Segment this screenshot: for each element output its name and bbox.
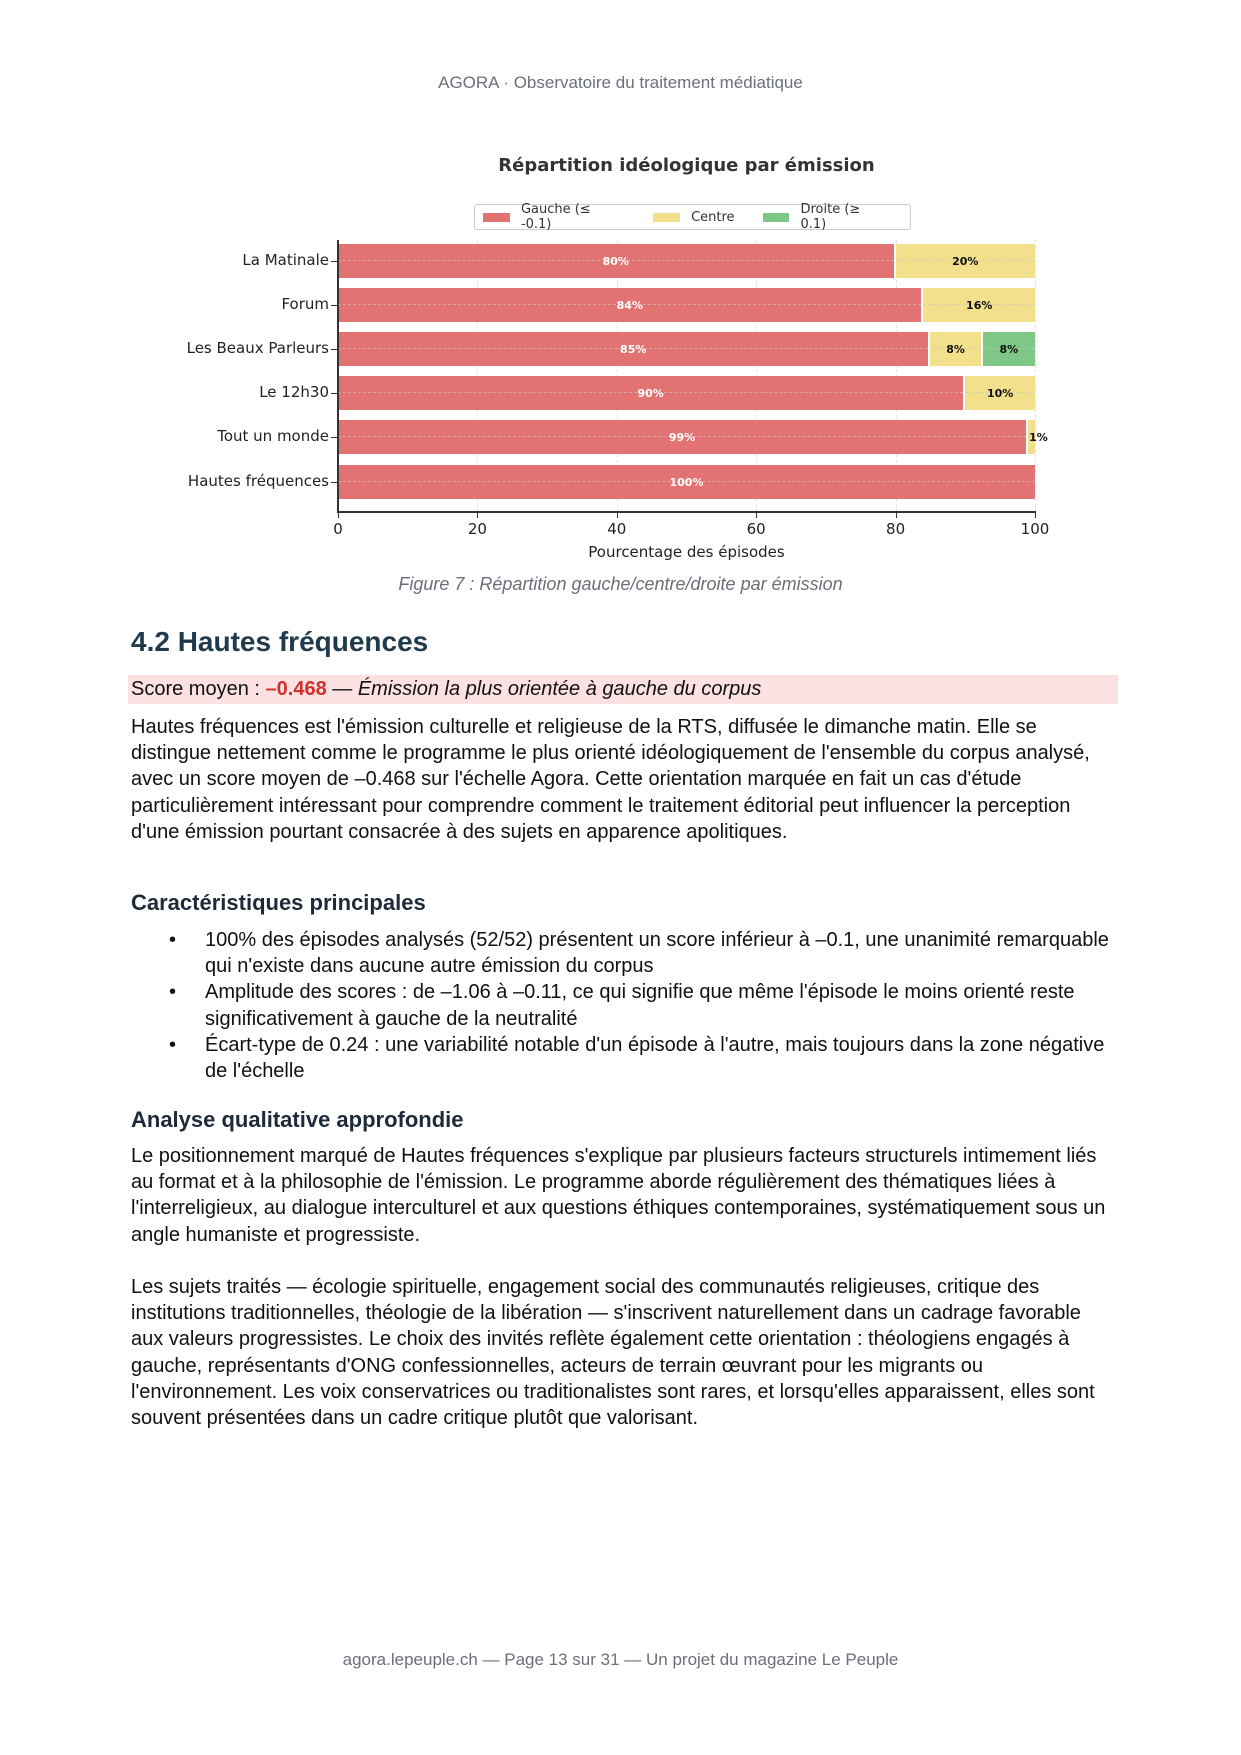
y-tick	[331, 437, 337, 438]
x-tick-label: 60	[746, 520, 766, 538]
analysis-paragraph-1: Le positionnement marqué de Hautes fréquences s'explique par plusieurs facteurs structurels intimement liés au format et à la philosophie de l'émission. Le programme aborde régulièrement des thématiques liées à l'interreligieux, au dialogue interculturel et aux questions éthiques contemporaines, systématiquement sous un angle humaniste et progressiste.	[131, 1145, 1106, 1246]
x-tick-label: 20	[467, 520, 487, 538]
bar-segment-gauche	[338, 465, 1035, 499]
page-header: AGORA · Observatoire du traitement médiatique	[438, 73, 803, 92]
legend-swatch-centre	[653, 213, 680, 222]
x-tick	[896, 512, 897, 518]
list-item-text: Écart-type de 0.24 : une variabilité notable d'un épisode à l'autre, mais toujours dans la zone négative de l'échelle	[205, 1033, 1105, 1083]
x-tick-label: 0	[333, 520, 343, 538]
bar-value-label: 84%	[616, 298, 643, 312]
analysis-paragraph-2: Les sujets traités — écologie spirituelle, engagement social des communautés religieuses, critique des institutions traditionnelles, théologie de la libération — s'inscrivent naturellement dans un cadrage favorable aux valeurs progressistes. Le choix des invités reflète également cette orientation : théologiens engagés à gauche, représentants d'ONG confessionnelles, acteurs de terrain œuvrant pour les migrants ou l'environnement. Les voix conservatrices ou traditionalistes sont rares, et lorsqu'elles apparaissent, elles sont souvent présentées dans un cadre critique plutôt que valorisant.	[131, 1276, 1095, 1430]
list-item-text: 100% des épisodes analysés (52/52) présentent un score inférieur à –0.1, une unanimité remarquable qui n'existe dans aucune autre émission du corpus	[205, 929, 1109, 978]
x-tick-label: 100	[1020, 520, 1050, 538]
bar-segment-centre	[965, 376, 1035, 410]
chart-legend	[474, 204, 911, 230]
chart-title: Répartition idéologique par émission	[498, 155, 875, 176]
legend-swatch-droite	[763, 213, 790, 222]
bar-segment-gauche	[338, 288, 923, 322]
bar-value-label: 85%	[620, 342, 647, 356]
y-tick	[331, 305, 337, 306]
bar-value-label: 20%	[952, 254, 979, 268]
bar-value-label: 1%	[1029, 430, 1048, 444]
section-title: 4.2 Hautes fréquences	[131, 626, 429, 657]
x-tick	[338, 512, 339, 518]
y-axis-line	[337, 240, 339, 512]
bar-row	[338, 376, 1035, 410]
legend-label: Droite (≥ 0.1)	[800, 202, 861, 232]
bar-segment-gauche	[338, 420, 1028, 454]
x-tick-label: 80	[886, 520, 906, 538]
bar-row	[338, 465, 1035, 499]
bar-segment-gauche	[338, 376, 965, 410]
legend-label: Centre	[691, 209, 735, 225]
legend-label: Gauche (≤ -0.1)	[520, 202, 591, 232]
bar-segment-centre	[1028, 420, 1048, 454]
bullet-icon: •	[169, 1033, 177, 1056]
characteristics-list	[131, 927, 1116, 1084]
bar-row	[338, 420, 1048, 454]
bar-value-label: 80%	[602, 254, 629, 268]
bar-row	[338, 288, 1035, 322]
legend-swatch-gauche	[483, 213, 510, 222]
y-tick-label: Forum	[281, 295, 329, 313]
page-footer: agora.lepeuple.ch — Page 13 sur 31 — Un projet du magazine Le Peuple	[342, 1650, 899, 1669]
y-tick-label: La Matinale	[242, 251, 329, 269]
bar-value-label: 8%	[999, 342, 1019, 356]
bar-segment-gauche	[338, 332, 930, 366]
bar-segment-droite	[983, 332, 1035, 366]
list-item	[131, 979, 1116, 1031]
x-tick	[756, 512, 757, 518]
list-item	[131, 927, 1116, 979]
x-axis-label: Pourcentage des épisodes	[588, 543, 785, 561]
bar-row	[338, 244, 1035, 278]
legend-item-centre	[653, 210, 734, 225]
score-label: Score moyen :	[131, 678, 266, 700]
bar-value-label: 10%	[986, 386, 1014, 400]
score-highlight	[128, 675, 1118, 704]
figure-caption: Figure 7 : Répartition gauche/centre/droite par émission	[398, 574, 843, 594]
x-axis-line	[337, 511, 1036, 513]
bullet-icon: •	[169, 981, 177, 1004]
list-item	[131, 1032, 1116, 1084]
bar-value-label: 16%	[966, 298, 993, 312]
plot-area	[338, 240, 1048, 512]
bar-segment-centre	[896, 244, 1035, 278]
bar-value-label: 8%	[946, 342, 965, 356]
x-tick-label: 40	[607, 520, 627, 538]
stacked-bar-chart	[0, 0, 1241, 600]
x-tick	[477, 512, 478, 518]
bullet-icon: •	[169, 929, 177, 951]
bar-segment-centre	[930, 332, 982, 366]
bar-segment-gauche	[338, 244, 896, 278]
score-tagline: Émission la plus orientée à gauche du corpus	[357, 678, 762, 700]
y-tick	[331, 482, 337, 483]
y-tick-label: Hautes fréquences	[187, 472, 329, 490]
intro-paragraph: Hautes fréquences est l'émission culturelle et religieuse de la RTS, diffusée le dimanche matin. Elle se distingue nettement comme le programme le plus orienté idéologiquement de l'ensemble du corpus analysé, avec un score moyen de –0.468 sur l'échelle Agora. Cette orientation marquée en fait un cas d'étude particulièrement intéressant pour comprendre comment le traitement éditorial peut influencer la perception d'une émission pourtant consacrée à des sujets en apparence apolitiques.	[131, 716, 1090, 843]
characteristics-heading: Caractéristiques principales	[131, 890, 426, 915]
score-value: –0.468	[265, 678, 327, 700]
gridline	[1035, 240, 1036, 512]
legend-item-gauche	[483, 202, 625, 232]
y-tick	[331, 261, 337, 262]
bar-value-label: 99%	[668, 430, 696, 444]
list-item-text: Amplitude des scores : de –1.06 à –0.11, ce qui signifie que même l'épisode le moins orienté reste significativement à gauche de la neutralité	[205, 981, 1075, 1030]
bar-value-label: 90%	[637, 386, 664, 400]
bar-value-label: 100%	[669, 475, 704, 489]
y-tick-label: Le 12h30	[259, 383, 329, 401]
score-separator: —	[326, 678, 358, 700]
analysis-heading: Analyse qualitative approfondie	[131, 1107, 464, 1132]
y-tick	[331, 393, 337, 394]
x-tick	[1035, 512, 1036, 518]
y-tick	[331, 349, 337, 350]
legend-item-droite	[763, 202, 890, 232]
bar-row	[338, 332, 1035, 366]
bar-segment-centre	[923, 288, 1035, 322]
y-tick-label: Tout un monde	[217, 427, 329, 445]
y-tick-label: Les Beaux Parleurs	[186, 339, 329, 357]
x-tick	[617, 512, 618, 518]
